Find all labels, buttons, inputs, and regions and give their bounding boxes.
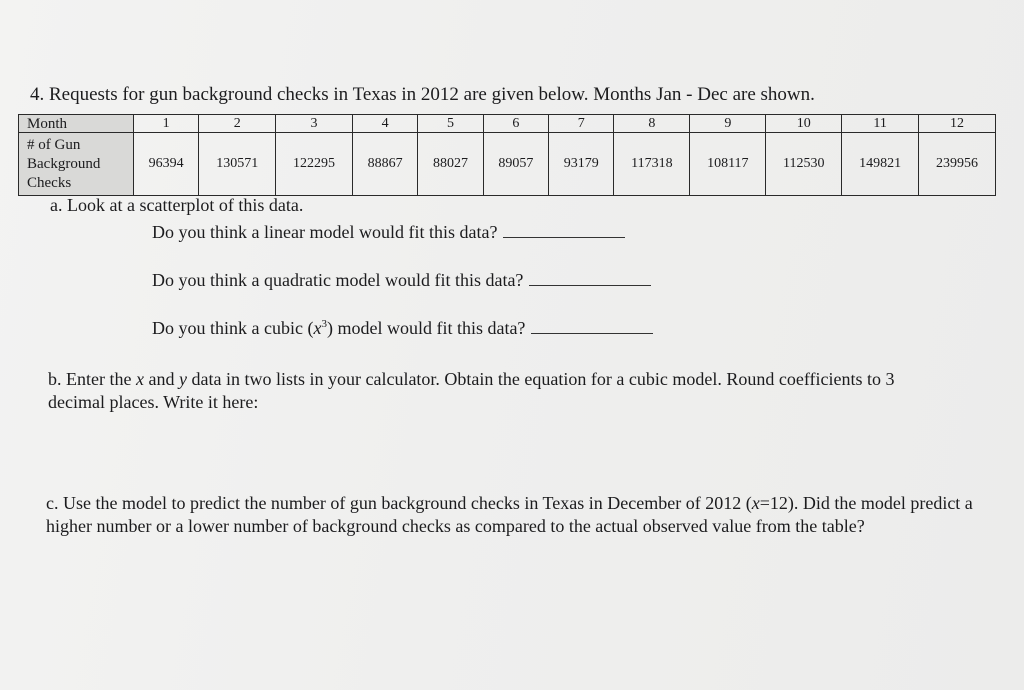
linear-answer-blank[interactable]: [503, 223, 625, 238]
count-cell: 108117: [690, 133, 766, 196]
count-cell: 112530: [766, 133, 842, 196]
part-c-variable: x: [751, 493, 760, 513]
cubic-variable: x: [313, 318, 322, 338]
count-cell: 117318: [614, 133, 690, 196]
month-cell: 5: [418, 115, 483, 133]
month-cell: 2: [199, 115, 276, 133]
month-cell: 3: [276, 115, 353, 133]
month-cell: 9: [690, 115, 766, 133]
count-row: [19, 133, 996, 196]
count-cell: 96394: [134, 133, 199, 196]
quadratic-question-text: Do you think a quadratic model would fit this data?: [152, 270, 524, 290]
part-c-text: [46, 492, 976, 538]
month-cell: 11: [842, 115, 919, 133]
part-b-prefix: b. Enter the: [48, 369, 136, 389]
part-a-label: a. Look at a scatterplot of this data.: [50, 195, 304, 215]
part-b-text: [48, 368, 918, 414]
count-cell: 88867: [352, 133, 417, 196]
count-cell: 122295: [276, 133, 353, 196]
count-cell: 130571: [199, 133, 276, 196]
count-cell: 239956: [919, 133, 996, 196]
count-header: # of Gun Background Checks: [19, 133, 134, 196]
quadratic-question: [152, 270, 651, 291]
cubic-question-suffix: ) model would fit this data?: [326, 318, 526, 338]
month-cell: 1: [134, 115, 199, 133]
month-cell: 12: [919, 115, 996, 133]
month-cell: 4: [352, 115, 417, 133]
count-cell: 88027: [418, 133, 483, 196]
part-b-suffix: data in two lists in your calculator. Obtain the equation for a cubic model. Round coefficients to 3 decimal places. Write it here:: [48, 369, 895, 412]
cubic-answer-blank[interactable]: [531, 319, 653, 334]
count-cell: 89057: [483, 133, 548, 196]
quadratic-answer-blank[interactable]: [529, 271, 651, 286]
month-row: [19, 115, 996, 133]
question-title: 4. Requests for gun background checks in Texas in 2012 are given below. Months Jan - Dec are shown.: [30, 84, 815, 105]
linear-question-text: Do you think a linear model would fit this data?: [152, 222, 498, 242]
month-cell: 7: [549, 115, 614, 133]
count-cell: 149821: [842, 133, 919, 196]
gun-checks-table: [18, 114, 996, 196]
month-cell: 6: [483, 115, 548, 133]
count-cell: 93179: [549, 133, 614, 196]
part-c-prefix: c. Use the model to predict the number of gun background checks in Texas in December of 2012 (: [46, 493, 752, 513]
part-b-x-variable: x: [135, 369, 144, 389]
month-cell: 10: [766, 115, 842, 133]
month-cell: 8: [614, 115, 690, 133]
cubic-question: [152, 318, 653, 339]
month-header: Month: [19, 115, 134, 133]
part-b-y-variable: y: [178, 369, 187, 389]
part-c-suffix: =12). Did the model predict a higher number or a lower number of background checks as compared to the actual observed value from the table?: [46, 493, 973, 536]
part-b-and: and: [143, 369, 179, 389]
cubic-exponent: 3: [321, 318, 327, 330]
cubic-question-prefix: Do you think a cubic (: [152, 318, 314, 338]
linear-question: [152, 222, 625, 243]
